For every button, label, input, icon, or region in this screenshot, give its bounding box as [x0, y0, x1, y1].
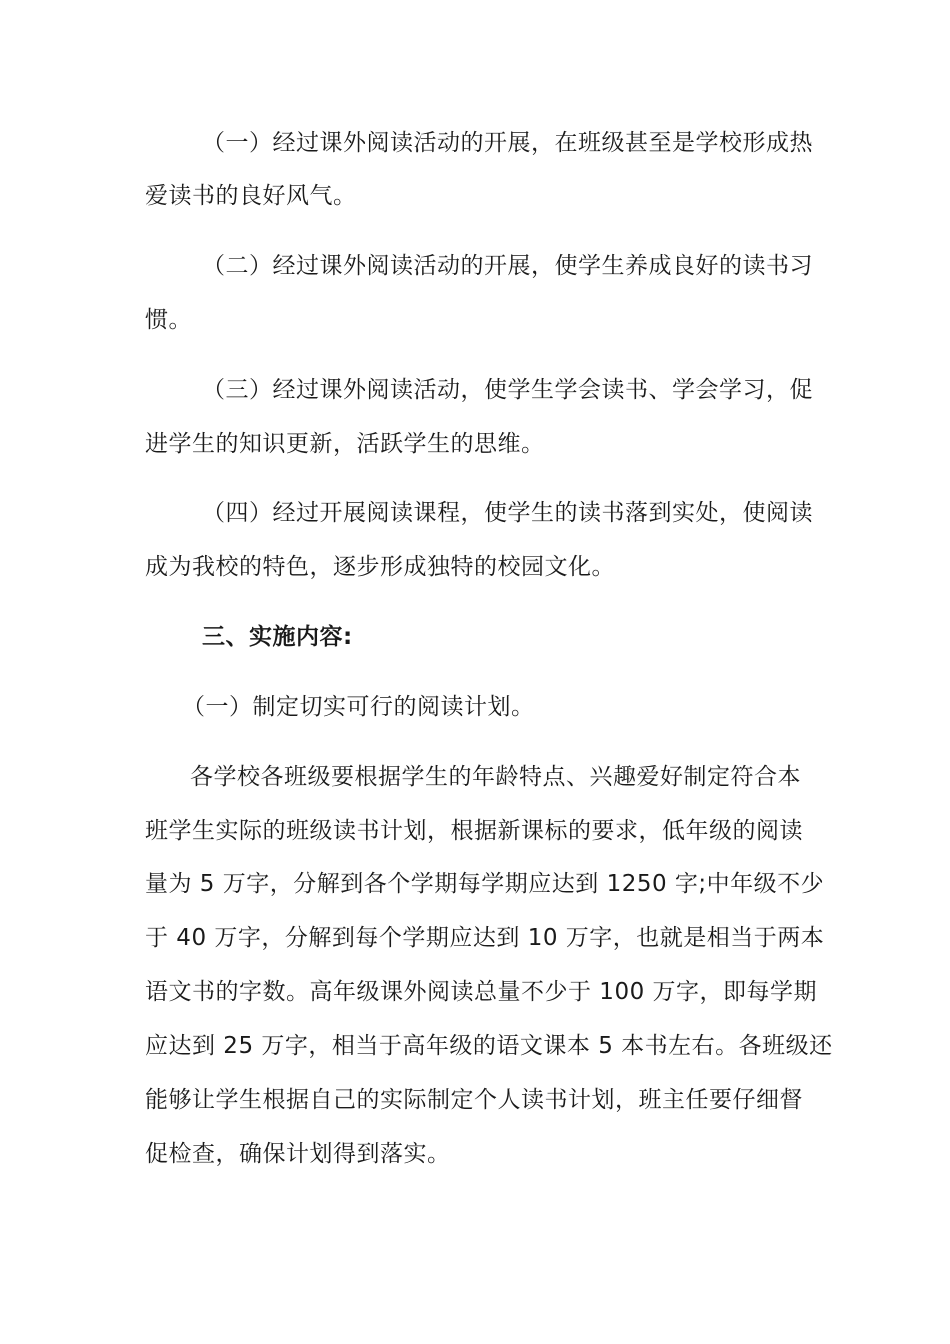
body-line-1: 各学校各班级要根据学生的年龄特点、兴趣爱好制定符合本 [190, 764, 801, 790]
body-line-7: 能够让学生根据自己的实际制定个人读书计划，班主任要仔细督 [145, 1087, 803, 1113]
section-heading: 三、实施内容: [202, 624, 353, 650]
paragraph-2-line-2: 惯。 [145, 307, 192, 333]
paragraph-3-line-1: （三）经过课外阅读活动，使学生学会读书、学会学习，促 [202, 377, 813, 403]
paragraph-4-line-1: （四）经过开展阅读课程，使学生的读书落到实处，使阅读 [202, 500, 813, 526]
subheading: （一）制定切实可行的阅读计划。 [182, 694, 535, 720]
body-line-8: 促检查，确保计划得到落实。 [145, 1141, 451, 1167]
body-line-4: 于 40 万字，分解到每个学期应达到 10 万字，也就是相当于两本 [145, 925, 825, 951]
paragraph-3-line-2: 进学生的知识更新，活跃学生的思维。 [145, 431, 545, 457]
paragraph-1-line-1: （一）经过课外阅读活动的开展，在班级甚至是学校形成热 [202, 130, 813, 156]
paragraph-4-line-2: 成为我校的特色，逐步形成独特的校园文化。 [145, 554, 615, 580]
paragraph-1-line-2: 爱读书的良好风气。 [145, 183, 357, 209]
body-line-2: 班学生实际的班级读书计划，根据新课标的要求，低年级的阅读 [145, 818, 803, 844]
body-line-6: 应达到 25 万字，相当于高年级的语文课本 5 本书左右。各班级还 [145, 1033, 833, 1059]
body-line-5: 语文书的字数。高年级课外阅读总量不少于 100 万字，即每学期 [145, 979, 818, 1005]
body-line-3: 量为 5 万字，分解到各个学期每学期应达到 1250 字;中年级不少 [145, 871, 825, 897]
paragraph-2-line-1: （二）经过课外阅读活动的开展，使学生养成良好的读书习 [202, 253, 813, 279]
